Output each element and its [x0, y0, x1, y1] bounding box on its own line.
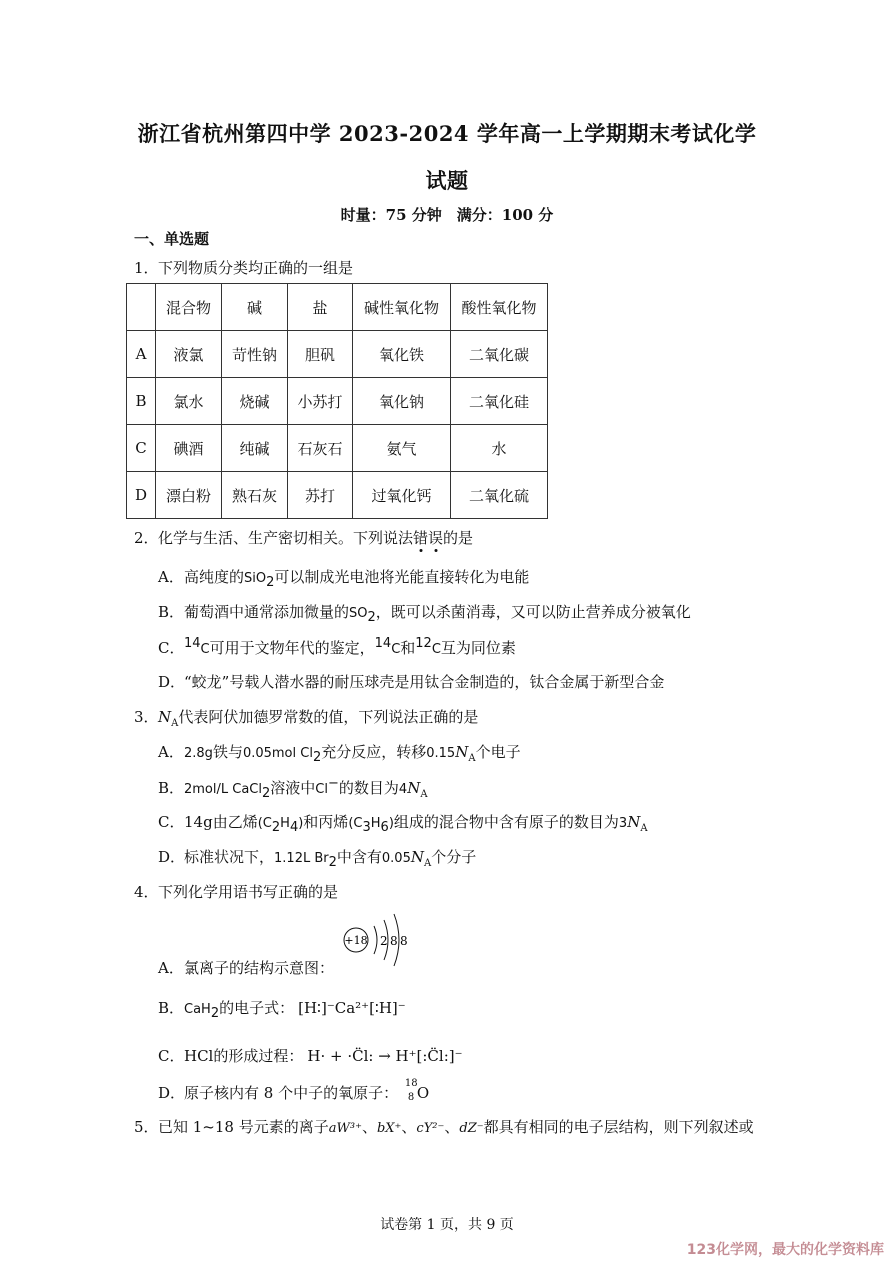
question-number: 4． — [134, 883, 159, 901]
table-header-cell: 碱性氧化物 — [353, 284, 451, 331]
option-text: 和 — [400, 639, 416, 657]
subscript: A — [640, 823, 648, 834]
option-letter: A． — [158, 959, 184, 977]
subscript: 2 — [271, 820, 281, 835]
option-c — [158, 636, 516, 658]
option-letter: B． — [158, 779, 185, 797]
option-letter: B． — [158, 999, 185, 1017]
option-text: 充分反应，转移 — [321, 743, 427, 761]
option-text: ，既可以杀菌消毒，又可以防止营养成分被氧化 — [375, 603, 691, 621]
table-header-cell: 酸性氧化物 — [451, 284, 548, 331]
subscript: A — [468, 753, 476, 764]
subscript: 2 — [312, 750, 322, 765]
table-cell: 苏打 — [288, 472, 353, 519]
option-text: 的数目为 — [338, 779, 399, 797]
question-text-part: 都具有相同的电子层结构，则下列叙述或 — [483, 1118, 754, 1136]
option-text: 14g — [184, 813, 213, 831]
option-b — [158, 776, 428, 801]
shell-electrons: 8 — [390, 934, 398, 948]
formula: ) — [298, 816, 304, 831]
shell-electrons: 2 — [380, 934, 388, 948]
option-text: 可用于文物年代的鉴定， — [209, 639, 375, 657]
subscript: 4 — [289, 820, 299, 835]
option-a — [158, 566, 529, 590]
superscript: 14 — [184, 636, 201, 651]
formula: (C — [257, 816, 272, 831]
question-text — [158, 1116, 754, 1137]
chloride-ion-structure-diagram — [338, 908, 418, 968]
option-c — [158, 1045, 463, 1066]
table-cell: 苛性钠 — [222, 331, 288, 378]
formula: ) — [388, 816, 394, 831]
emphasis-mark: 错 — [413, 529, 429, 547]
option-text: “蛟龙”号载人潜水器的耐压球壳是用钛合金制造的，钛合金属于新型合金 — [184, 673, 665, 691]
option-text: 氯离子的结构示意图： — [184, 959, 335, 977]
formula: 1.12L Br — [274, 851, 329, 866]
option-text: 葡萄酒中通常添加微量的 — [184, 603, 350, 621]
table-cell: 氯水 — [156, 378, 222, 425]
table-cell: 氧化钠 — [353, 378, 451, 425]
option-text: 标准状况下， — [184, 848, 275, 866]
superscript: − — [328, 776, 339, 791]
ion: dZ⁻ — [459, 1121, 484, 1136]
table-cell: 液氯 — [156, 331, 222, 378]
formula: 2.8g — [184, 746, 213, 761]
option-d — [158, 1078, 430, 1104]
formula: 4 — [398, 782, 408, 797]
formula: H — [280, 816, 290, 831]
question-text-part: 代表阿伏加德罗常数的值，下列说法正确的是 — [178, 708, 479, 726]
formula: 0.05mol Cl — [242, 746, 313, 761]
table-cell: 石灰石 — [288, 425, 353, 472]
table-row — [127, 472, 548, 519]
superscript: 14 — [374, 636, 392, 651]
question-text: 下列物质分类均正确的一组是 — [158, 259, 354, 277]
subscript: A — [171, 718, 179, 729]
subscript: 2 — [210, 1006, 220, 1021]
formula: C — [431, 642, 441, 657]
avogadro-symbol: N — [407, 779, 421, 797]
option-text: 个分子 — [431, 848, 477, 866]
mass-number: 18 — [404, 1078, 418, 1089]
superscript: 12 — [415, 636, 432, 651]
watermark: 123化学网，最大的化学资料库 — [686, 1242, 884, 1258]
option-text: 组成的混合物中含有原子的数目为 — [393, 813, 619, 831]
question-number: 3． — [134, 708, 159, 726]
option-text: 的电子式： — [219, 999, 295, 1017]
option-letter: C． — [158, 639, 185, 657]
subscript: 2 — [367, 610, 376, 625]
table-cell: 二氧化碳 — [451, 331, 548, 378]
question-2 — [0, 527, 894, 549]
option-b — [158, 601, 691, 625]
option-text: 铁与 — [212, 743, 243, 761]
table-row — [127, 378, 548, 425]
table-header-cell: 碱 — [222, 284, 288, 331]
table-cell: 熟石灰 — [222, 472, 288, 519]
option-text: 由乙烯 — [212, 813, 258, 831]
table-cell: 氧化铁 — [353, 331, 451, 378]
formula: C — [391, 642, 401, 657]
formula: Cl — [315, 782, 328, 797]
subscript: A — [423, 858, 432, 869]
formula: 3 — [618, 816, 628, 831]
avogadro-symbol: N — [158, 708, 172, 726]
nucleus-label: +18 — [344, 934, 368, 947]
option-letter: A． — [158, 743, 184, 761]
electron-formula: [H∶]⁻Ca²⁺[∶H]⁻ — [298, 999, 406, 1017]
element-symbol: O — [416, 1084, 430, 1102]
formula: 0.15 — [426, 746, 456, 761]
question-text — [158, 706, 478, 729]
option-letter: A． — [158, 568, 184, 586]
separator: 、 — [361, 1118, 377, 1136]
table-header-cell: 盐 — [288, 284, 353, 331]
avogadro-symbol: N — [455, 743, 469, 761]
question-number: 1． — [134, 259, 159, 277]
table-cell: 水 — [451, 425, 548, 472]
avogadro-symbol: N — [627, 813, 641, 831]
formula: H — [370, 816, 381, 831]
page-title-line2: 试题 — [425, 168, 469, 193]
table-cell: 胆矾 — [288, 331, 353, 378]
page-footer: 试卷第 1 页，共 9 页 — [380, 1217, 514, 1233]
table-cell: 二氧化硅 — [451, 378, 548, 425]
table-cell: 二氧化硫 — [451, 472, 548, 519]
option-text: 互为同位素 — [440, 639, 516, 657]
ion: cY²⁻ — [416, 1121, 445, 1136]
formation-process: H· + ·C̈l: → H⁺[:C̈l:]⁻ — [307, 1047, 463, 1065]
option-text: 中含有 — [336, 848, 382, 866]
option-text: 溶液中 — [270, 779, 316, 797]
question-text-part: 已知 1~18 号元素的离子 — [158, 1118, 329, 1136]
subscript: 6 — [380, 820, 389, 835]
option-text: 个电子 — [475, 743, 521, 761]
question-text-part: 的是 — [443, 529, 474, 547]
question-number: 5． — [134, 1118, 159, 1136]
formula: (C — [348, 816, 363, 831]
question-5 — [0, 1116, 894, 1138]
table-cell: 氨气 — [353, 425, 451, 472]
formula: CaH — [184, 1002, 211, 1017]
ion: bX⁺ — [376, 1121, 402, 1136]
table-cell: 纯碱 — [222, 425, 288, 472]
option-text: 的形成过程： — [213, 1047, 304, 1065]
separator: 、 — [444, 1118, 460, 1136]
option-b — [158, 997, 406, 1021]
question-4 — [0, 881, 894, 903]
option-letter: C． — [158, 1047, 185, 1065]
question-text: 下列化学用语书写正确的是 — [158, 883, 339, 901]
formula: HCl — [184, 1047, 214, 1065]
question-3 — [0, 706, 894, 728]
atomic-number: 8 — [407, 1092, 415, 1103]
formula: SiO — [244, 571, 267, 586]
avogadro-symbol: N — [410, 848, 424, 866]
option-letter: B． — [158, 603, 185, 621]
subscript: 2 — [262, 786, 271, 801]
section-title: 一、单选题 — [134, 230, 210, 248]
formula: 0.05 — [381, 851, 411, 866]
table-cell: 小苏打 — [288, 378, 353, 425]
option-text: 高纯度的 — [184, 568, 245, 586]
option-text: 原子核内有 8 个中子的氧原子： — [184, 1084, 399, 1102]
table-header-cell: 混合物 — [156, 284, 222, 331]
formula: C — [200, 642, 210, 657]
formula: SO — [349, 606, 368, 621]
shell-electrons: 8 — [400, 934, 408, 948]
table-cell: 碘酒 — [156, 425, 222, 472]
emphasis-mark: 误 — [428, 529, 444, 547]
table-cell: D — [127, 472, 156, 519]
question-number: 2． — [134, 529, 159, 547]
question-1 — [0, 257, 894, 279]
table-cell: A — [127, 331, 156, 378]
option-text: 和丙烯 — [303, 813, 349, 831]
table-cell: B — [127, 378, 156, 425]
subscript: 3 — [362, 820, 371, 835]
formula: 2mol/L CaCl — [184, 782, 262, 797]
option-letter: D． — [158, 848, 186, 866]
option-a — [158, 957, 334, 978]
table-row — [127, 425, 548, 472]
option-d — [158, 671, 664, 692]
option-text: 可以制成光电池将光能直接转化为电能 — [274, 568, 530, 586]
page-title: 浙江省杭州第四中学 2023-2024 学年高一上学期期末考试化学 — [137, 121, 757, 146]
table-cell: 漂白粉 — [156, 472, 222, 519]
subscript: 2 — [328, 855, 337, 870]
nuclide-notation — [403, 1078, 430, 1104]
question-text — [158, 527, 473, 548]
table-cell: C — [127, 425, 156, 472]
option-c — [158, 811, 648, 835]
option-letter: D． — [158, 673, 186, 691]
subscript: A — [420, 789, 428, 800]
classification-table — [126, 283, 548, 519]
question-text-part: 化学与生活、生产密切相关。下列说法 — [158, 529, 414, 547]
electron-shell-arc — [374, 926, 377, 954]
separator: 、 — [401, 1118, 417, 1136]
option-letter: C． — [158, 813, 185, 831]
subscript: 2 — [266, 575, 275, 590]
option-letter: D． — [158, 1084, 186, 1102]
table-cell: 过氧化钙 — [353, 472, 451, 519]
option-a — [158, 741, 521, 765]
option-d — [158, 846, 476, 870]
table-header-row — [127, 284, 548, 331]
table-cell: 烧碱 — [222, 378, 288, 425]
table-header-cell — [127, 284, 156, 331]
ion: aW³⁺ — [328, 1121, 362, 1136]
exam-meta: 时量：75 分钟 满分：100 分 — [340, 206, 554, 224]
table-row — [127, 331, 548, 378]
